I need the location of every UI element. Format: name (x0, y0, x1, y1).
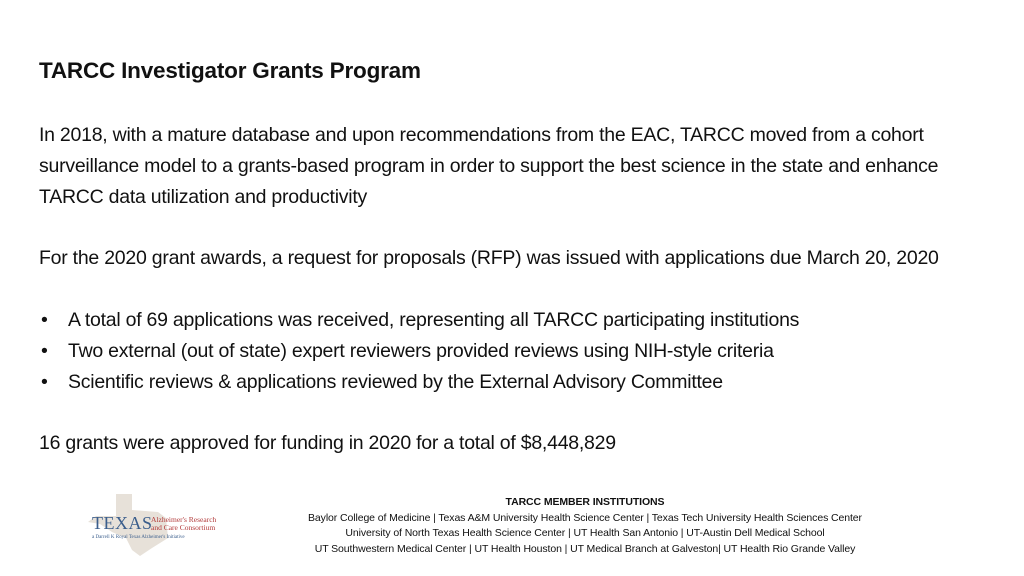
logo-line2: and Care Consortium (151, 523, 216, 532)
intro-paragraph: In 2018, with a mature database and upon recommendations from the EAC, TARCC moved from a cohort surveillance model to a grants-based program in order to support the best science in the state and enhance TARCC data utilization and productivity (39, 124, 939, 208)
rfp-paragraph: For the 2020 grant awards, a request for proposals (RFP) was issued with applications due March 20, 2020 (39, 247, 939, 269)
bullet-item (39, 367, 999, 398)
member-institutions-line: UT Southwestern Medical Center | UT Health Houston | UT Medical Branch at Galveston| UT Health Rio Grande Valley (314, 542, 856, 555)
member-institutions-line: Baylor College of Medicine | Texas A&M University Health Science Center | Texas Tech University Health Sciences Center (308, 511, 862, 524)
bullet-icon: • (41, 309, 48, 331)
member-institutions-heading: TARCC MEMBER INSTITUTIONS (505, 496, 665, 508)
member-institutions-line: University of North Texas Health Science Center | UT Health San Antonio | UT-Austin Dell Medical School (345, 527, 825, 539)
logo-tagline: a Darrell K Royal Texas Alzheimer's Initiative (92, 535, 185, 540)
bullet-item (39, 336, 999, 367)
member-institutions (250, 495, 920, 557)
tarcc-logo (86, 492, 236, 556)
bullet-icon: • (41, 371, 48, 393)
bullet-icon: • (41, 340, 48, 362)
bullet-item (39, 305, 999, 336)
slide-title: TARCC Investigator Grants Program (39, 58, 421, 83)
logo-wordmark: TEXAS (92, 513, 153, 533)
bullet-text: Two external (out of state) expert reviewers provided reviews using NIH-style criteria (68, 340, 774, 362)
bullet-list (39, 305, 999, 398)
bullet-text: Scientific reviews & applications reviewed by the External Advisory Committee (68, 371, 723, 393)
funding-summary: 16 grants were approved for funding in 2020 for a total of $8,448,829 (39, 432, 616, 454)
logo-line1: Alzheimer's Research (151, 515, 217, 524)
bullet-text: A total of 69 applications was received, representing all TARCC participating institutions (68, 309, 800, 331)
